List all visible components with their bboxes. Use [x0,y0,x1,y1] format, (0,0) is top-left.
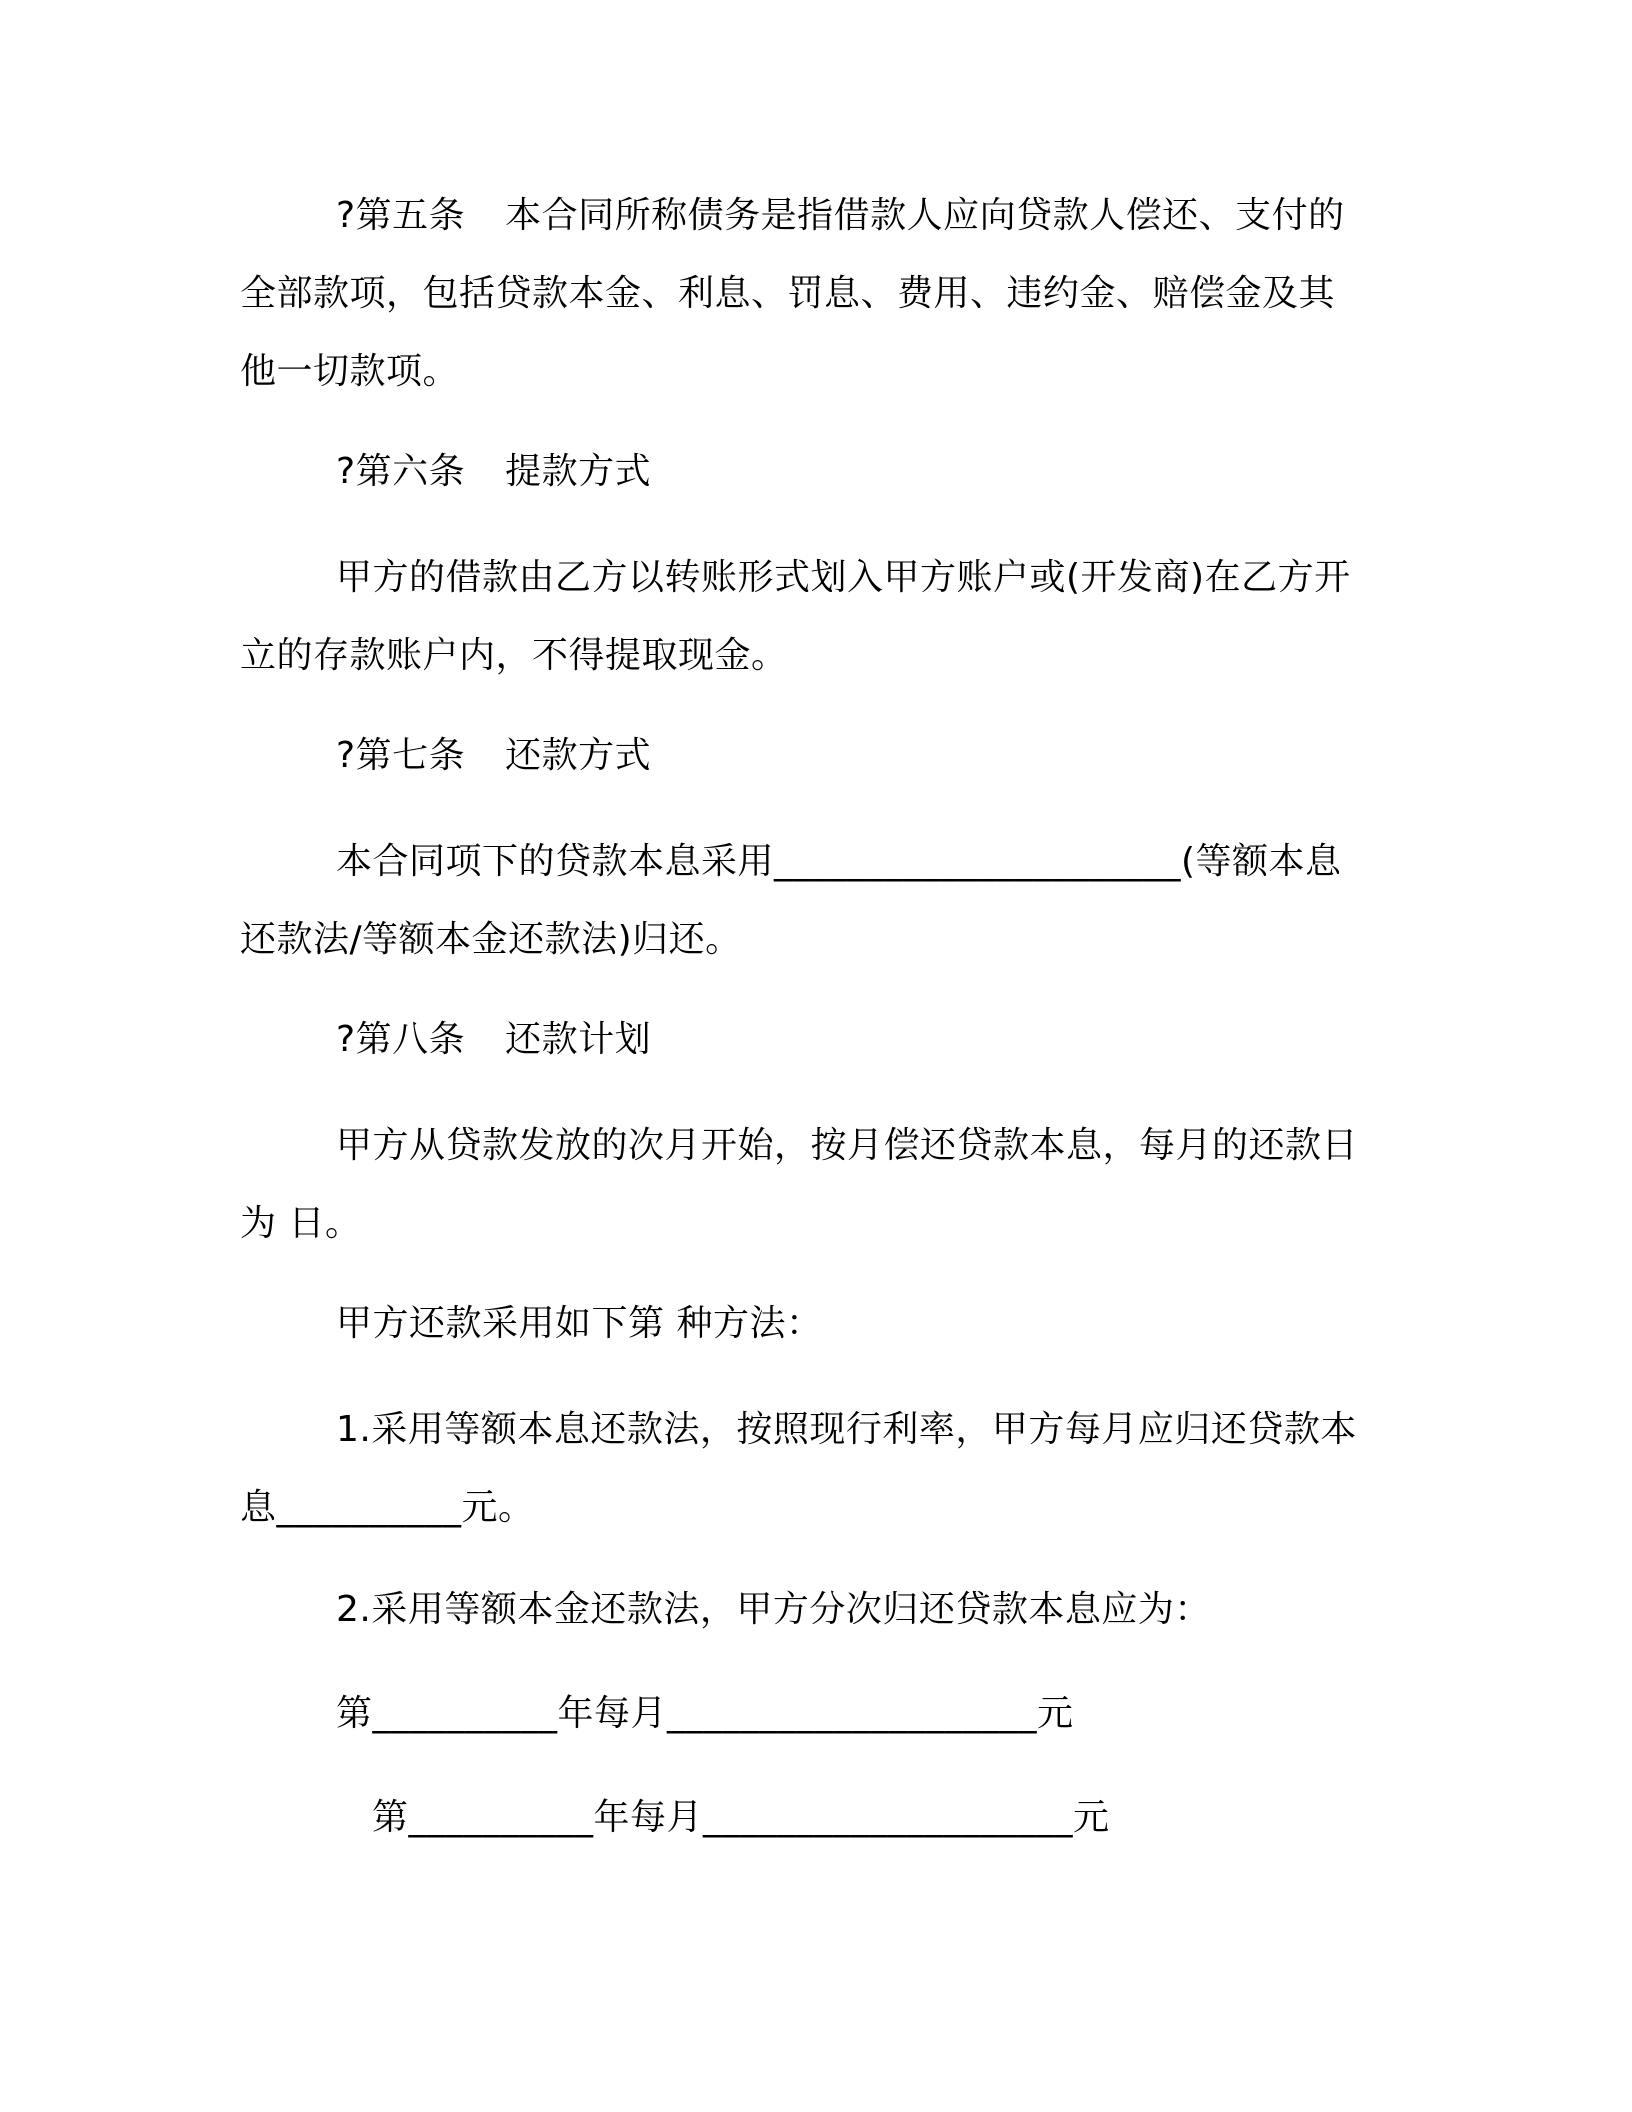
article-6-heading [336,450,651,494]
article-5-number: ?第五条 [336,195,466,236]
schedule-row-2: 第__________年每月____________________元 [372,1797,1110,1838]
article-8-text-line-2: 为 日。 [240,1203,362,1244]
article-8-heading [336,1018,651,1062]
article-7-title: 还款方式 [505,735,652,776]
article-8-number: ?第八条 [336,1019,466,1060]
article-7-heading [336,734,651,778]
article-7-text-line-2: 还款法/等额本金还款法)归还。 [240,919,742,960]
article-6-text-line-1: 甲方的借款由乙方以转账形式划入甲方账户或(开发商)在乙方开 [336,557,1351,598]
article-5-text-line-1: 本合同所称债务是指借款人应向贷款人偿还、支付的 [505,195,1345,236]
method-2-line-1: 2.采用等额本金还款法，甲方分次归还贷款本息应为： [336,1589,1211,1630]
article-6-text-line-2: 立的存款账户内，不得提取现金。 [240,635,788,676]
article-8-title: 还款计划 [505,1019,652,1060]
article-5-first-line [336,194,1345,238]
article-6-title: 提款方式 [505,451,652,492]
article-7-number: ?第七条 [336,735,466,776]
article-7-text-line-1: 本合同项下的贷款本息采用______________________(等额本息 [336,841,1342,882]
schedule-row-1: 第__________年每月____________________元 [336,1693,1074,1734]
article-6-number: ?第六条 [336,451,466,492]
repayment-method-intro: 甲方还款采用如下第 种方法： [336,1303,823,1344]
article-8-text-line-1: 甲方从贷款发放的次月开始，按月偿还贷款本息，每月的还款日 [336,1125,1359,1166]
article-5-text-line-3: 他一切款项。 [240,351,460,392]
method-1-line-2: 息__________元。 [240,1487,535,1528]
article-5-text-line-2: 全部款项，包括贷款本金、利息、罚息、费用、违约金、赔偿金及其 [240,273,1336,314]
method-1-line-1: 1.采用等额本息还款法，按照现行利率，甲方每月应归还贷款本 [336,1409,1357,1450]
